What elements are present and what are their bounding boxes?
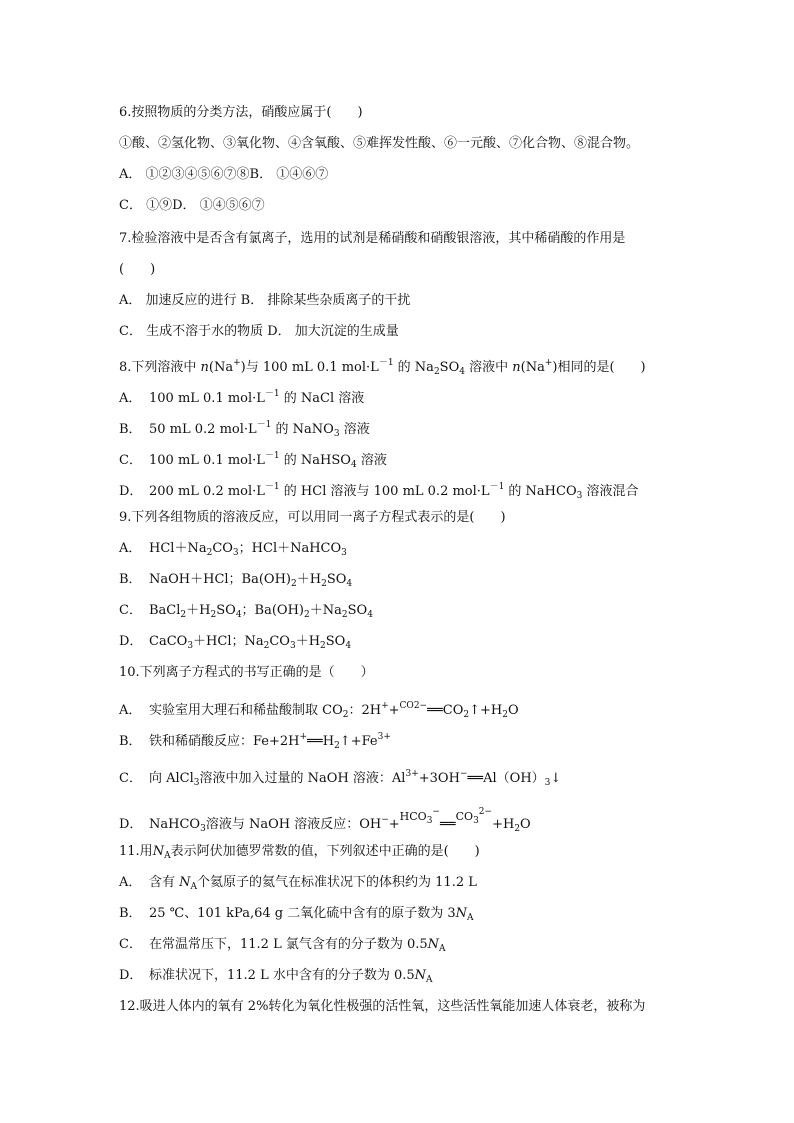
question-10-stem: 10.下列离子方程式的书写正确的是（ ） (119, 665, 374, 680)
question-7-option-ab: A． 加速反应的进行 B． 排除某些杂质离子的干扰 (119, 293, 411, 308)
question-9-option-b: B． NaOH＋HCl；$Ba(OH)_2+H_2SO_4$ (119, 572, 353, 589)
question-11-option-c: C． 在常温常压下，11.2 L 氯气含有的分子数为 $0.5N_A$ (119, 937, 446, 954)
question-8-stem: 8.下列溶液中 n(Na+)与 100 mL 0.1 $mol\cdot L^{-1}$ 的 $Na_2SO_4$ 溶液中 n(Na+)相同的是( ) (119, 358, 646, 377)
question-6-options-list: ①酸、②氢化物、③氧化物、④含氧酸、⑤难挥发性酸、⑥一元酸、⑦化合物、⑧混合物。 (119, 136, 640, 151)
question-7-option-cd: C． 生成不溶于水的物质 D． 加大沉淀的生成量 (119, 324, 399, 339)
question-8-option-a: A． 100 mL 0.1 $mol\cdot L^{-1}$ 的 NaCl 溶液 (119, 389, 365, 406)
bicarbonate-ion: $HCO_3^-$ (399, 807, 440, 826)
question-6-option-ab: A． ①②③④⑤⑥⑦⑧B． ①④⑥⑦ (119, 167, 329, 182)
question-6-option-cd: C． ①⑨D． ①④⑤⑥⑦ (119, 198, 265, 213)
question-11-option-a: A． 含有 $N_A$个氦原子的氦气在标准状况下的体积约为 11.2 L (119, 875, 477, 892)
question-10-option-a: A． 实验室用大理石和稀盐酸制取 $CO_2$：$2H^++CO2-══CO_2↑+H_2O$ (119, 701, 519, 720)
question-10-option-d: D． NaHCO$_3$溶液与 NaOH 溶液反应：$OH^-+HCO_3^-══CO_3^{2-}+H_2O$ (119, 807, 531, 834)
question-8-option-c: C． 100 mL 0.1 $mol\cdot L^{-1}$ 的 NaHSO$_4$ 溶液 (119, 451, 387, 470)
question-9-option-c: C． $BaCl_2+H_2SO_4$；$Ba(OH)_2+Na_2SO_4$ (119, 603, 373, 620)
question-9-option-d: D． CaCO$_3$＋HCl；$Na_2CO_3+H_2SO_4$ (119, 634, 352, 651)
carbonate-ion: CO2− (399, 701, 428, 711)
question-9-stem: 9.下列各组物质的溶液反应，可以用同一离子方程式表示的是( ) (119, 510, 506, 525)
question-12-stem: 12.吸进人体内的氧有 2%转化为氧化性极强的活性氧，这些活性氧能加速人体衰老，被称为 (119, 999, 646, 1014)
question-10-option-b: B． 铁和稀硝酸反应：$Fe+2H^+══H_2↑+Fe^{3+}$ (119, 732, 391, 751)
question-10-option-c: C． 向 AlCl$_3$溶液中加入过量的 NaOH 溶液：$Al^{3+}+3OH^-══Al(OH)_3↓$ (119, 769, 562, 788)
question-9-option-a: A． $HCl+Na_2CO_3$；HCl＋NaHCO$_3$ (119, 541, 347, 558)
carbonate-ion-2: $CO_3^{2-}$ (455, 807, 493, 826)
question-11-option-d: D． 标准状况下，11.2 L 水中含有的分子数为 $0.5N_A$ (119, 968, 433, 985)
question-7-stem: 7.检验溶液中是否含有氯离子，选用的试剂是稀硝酸和硝酸银溶液，其中稀硝酸的作用是 (119, 231, 626, 246)
question-6-stem: 6.按照物质的分类方法，硝酸应属于( ) (119, 105, 363, 120)
question-11-option-b: B． 25 ℃、101 kPa,64 g 二氧化硫中含有的原子数为 $3N_A$ (119, 906, 474, 923)
question-8-option-b: B． 50 mL 0.2 $mol\cdot L^{-1}$ 的 NaNO$_3$ 溶液 (119, 420, 370, 439)
question-8-option-d: D． 200 mL 0.2 $mol\cdot L^{-1}$ 的 HCl 溶液与 100 mL 0.2 $mol\cdot L^{-1}$ 的 NaHCO$_3$ 溶液混合 (119, 482, 639, 501)
question-11-stem: 11.用$N_A$表示阿伏加德罗常数的值，下列叙述中正确的是( ) (119, 844, 480, 861)
question-7-blank: ( ) (119, 262, 156, 277)
